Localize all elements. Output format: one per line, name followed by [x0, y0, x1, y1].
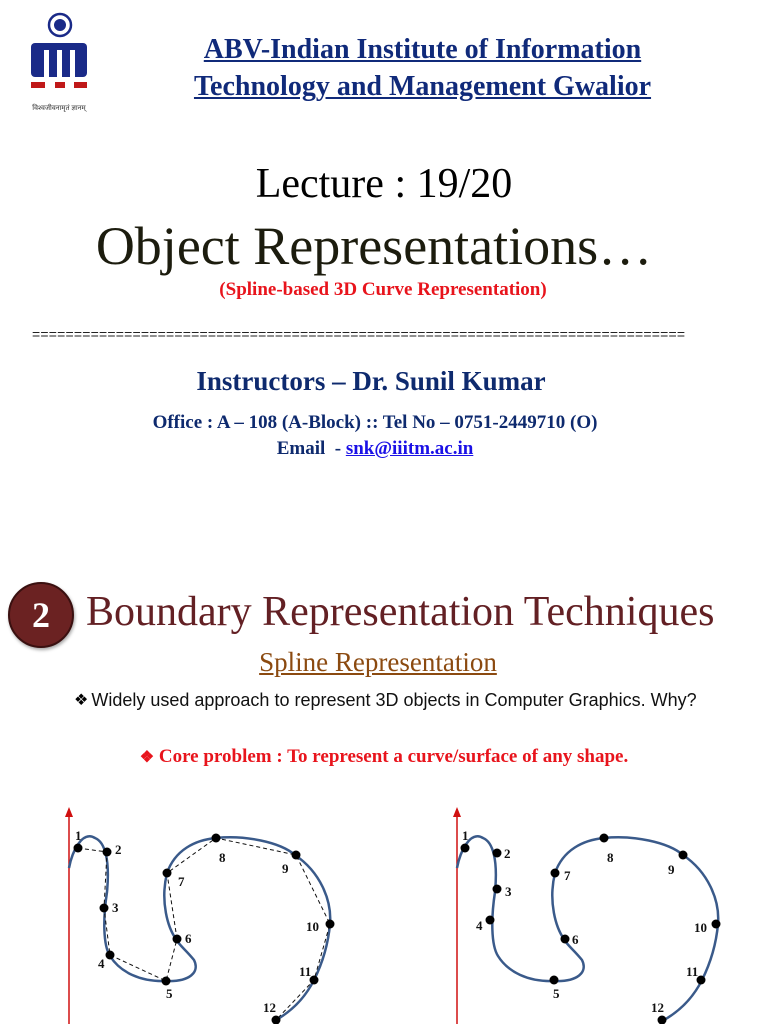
- institute-name[interactable]: [150, 31, 695, 105]
- point-label: 11: [686, 964, 699, 979]
- email-link[interactable]: snk@iiitm.ac.in: [345, 438, 474, 459]
- point-label: 10: [306, 919, 319, 934]
- point-label: 6: [185, 931, 192, 946]
- logo-motto: विश्वजीवनामृतं ज्ञानम्: [32, 104, 86, 112]
- arrow-up-icon: [453, 807, 461, 817]
- office-info: Office : A – 108 (A-Block) :: Tel No – 0751-2449710 (O): [152, 412, 598, 433]
- right-curve-panel: [453, 807, 721, 1024]
- point-label: 4: [476, 918, 483, 933]
- divider-line: ==============================================================================: [32, 326, 686, 342]
- institute-name-line1: ABV-Indian Institute of Information: [203, 34, 642, 65]
- instructor-name: Instructors – Dr. Sunil Kumar: [196, 366, 546, 396]
- point-label: 8: [607, 850, 614, 865]
- institute-logo: [22, 10, 96, 114]
- point-label: 11: [299, 964, 312, 979]
- slide-subtitle: (Spline-based 3D Curve Representation): [219, 279, 547, 300]
- point-label: 10: [694, 920, 707, 935]
- section-subheading: Spline Representation: [259, 647, 497, 677]
- point-label: 9: [668, 862, 675, 877]
- point-label: 3: [112, 900, 119, 915]
- point-label: 2: [115, 842, 122, 857]
- point-label: 3: [505, 884, 512, 899]
- lecture-number: Lecture : 19/20: [255, 161, 513, 207]
- control-polygon: [78, 838, 330, 1020]
- point-label: 12: [651, 1000, 664, 1015]
- point-label: 9: [282, 861, 289, 876]
- point-label: 1: [462, 828, 469, 843]
- spline-curve-figure: [0, 800, 768, 1024]
- spline-curve: [69, 836, 330, 1020]
- institute-name-line2: Technology and Management Gwalior: [193, 71, 652, 102]
- bullet-text: Core problem : To represent a curve/surface of any shape.: [158, 746, 629, 767]
- point-label: 4: [98, 956, 105, 971]
- arrow-up-icon: [65, 807, 73, 817]
- point-label: 8: [219, 850, 226, 865]
- point-label: 7: [564, 868, 571, 883]
- point-label: 2: [504, 846, 511, 861]
- section-title: Boundary Representation Techniques: [86, 589, 715, 635]
- point-label: 6: [572, 932, 579, 947]
- diamond-bullet-icon: ❖: [74, 692, 89, 709]
- section-number-badge: 2: [8, 582, 74, 648]
- bullet-item-highlight: [0, 746, 768, 768]
- point-label: 5: [553, 986, 560, 1001]
- point-label: 1: [75, 828, 82, 843]
- bullet-text: Widely used approach to represent 3D objects in Computer Graphics. Why?: [91, 690, 697, 710]
- slide-title: Object Representations…: [95, 216, 653, 276]
- point-label: 5: [166, 986, 173, 1001]
- left-curve-panel: [65, 807, 335, 1024]
- bullet-item: [74, 688, 714, 713]
- point-label: 12: [263, 1000, 276, 1015]
- control-points: [461, 834, 721, 1024]
- control-points: [74, 834, 335, 1024]
- diamond-bullet-icon: ❖: [139, 749, 155, 766]
- point-label: 7: [178, 874, 185, 889]
- spline-curve: [457, 836, 718, 1020]
- email-label: Email -: [276, 438, 346, 459]
- email-line: [0, 438, 750, 460]
